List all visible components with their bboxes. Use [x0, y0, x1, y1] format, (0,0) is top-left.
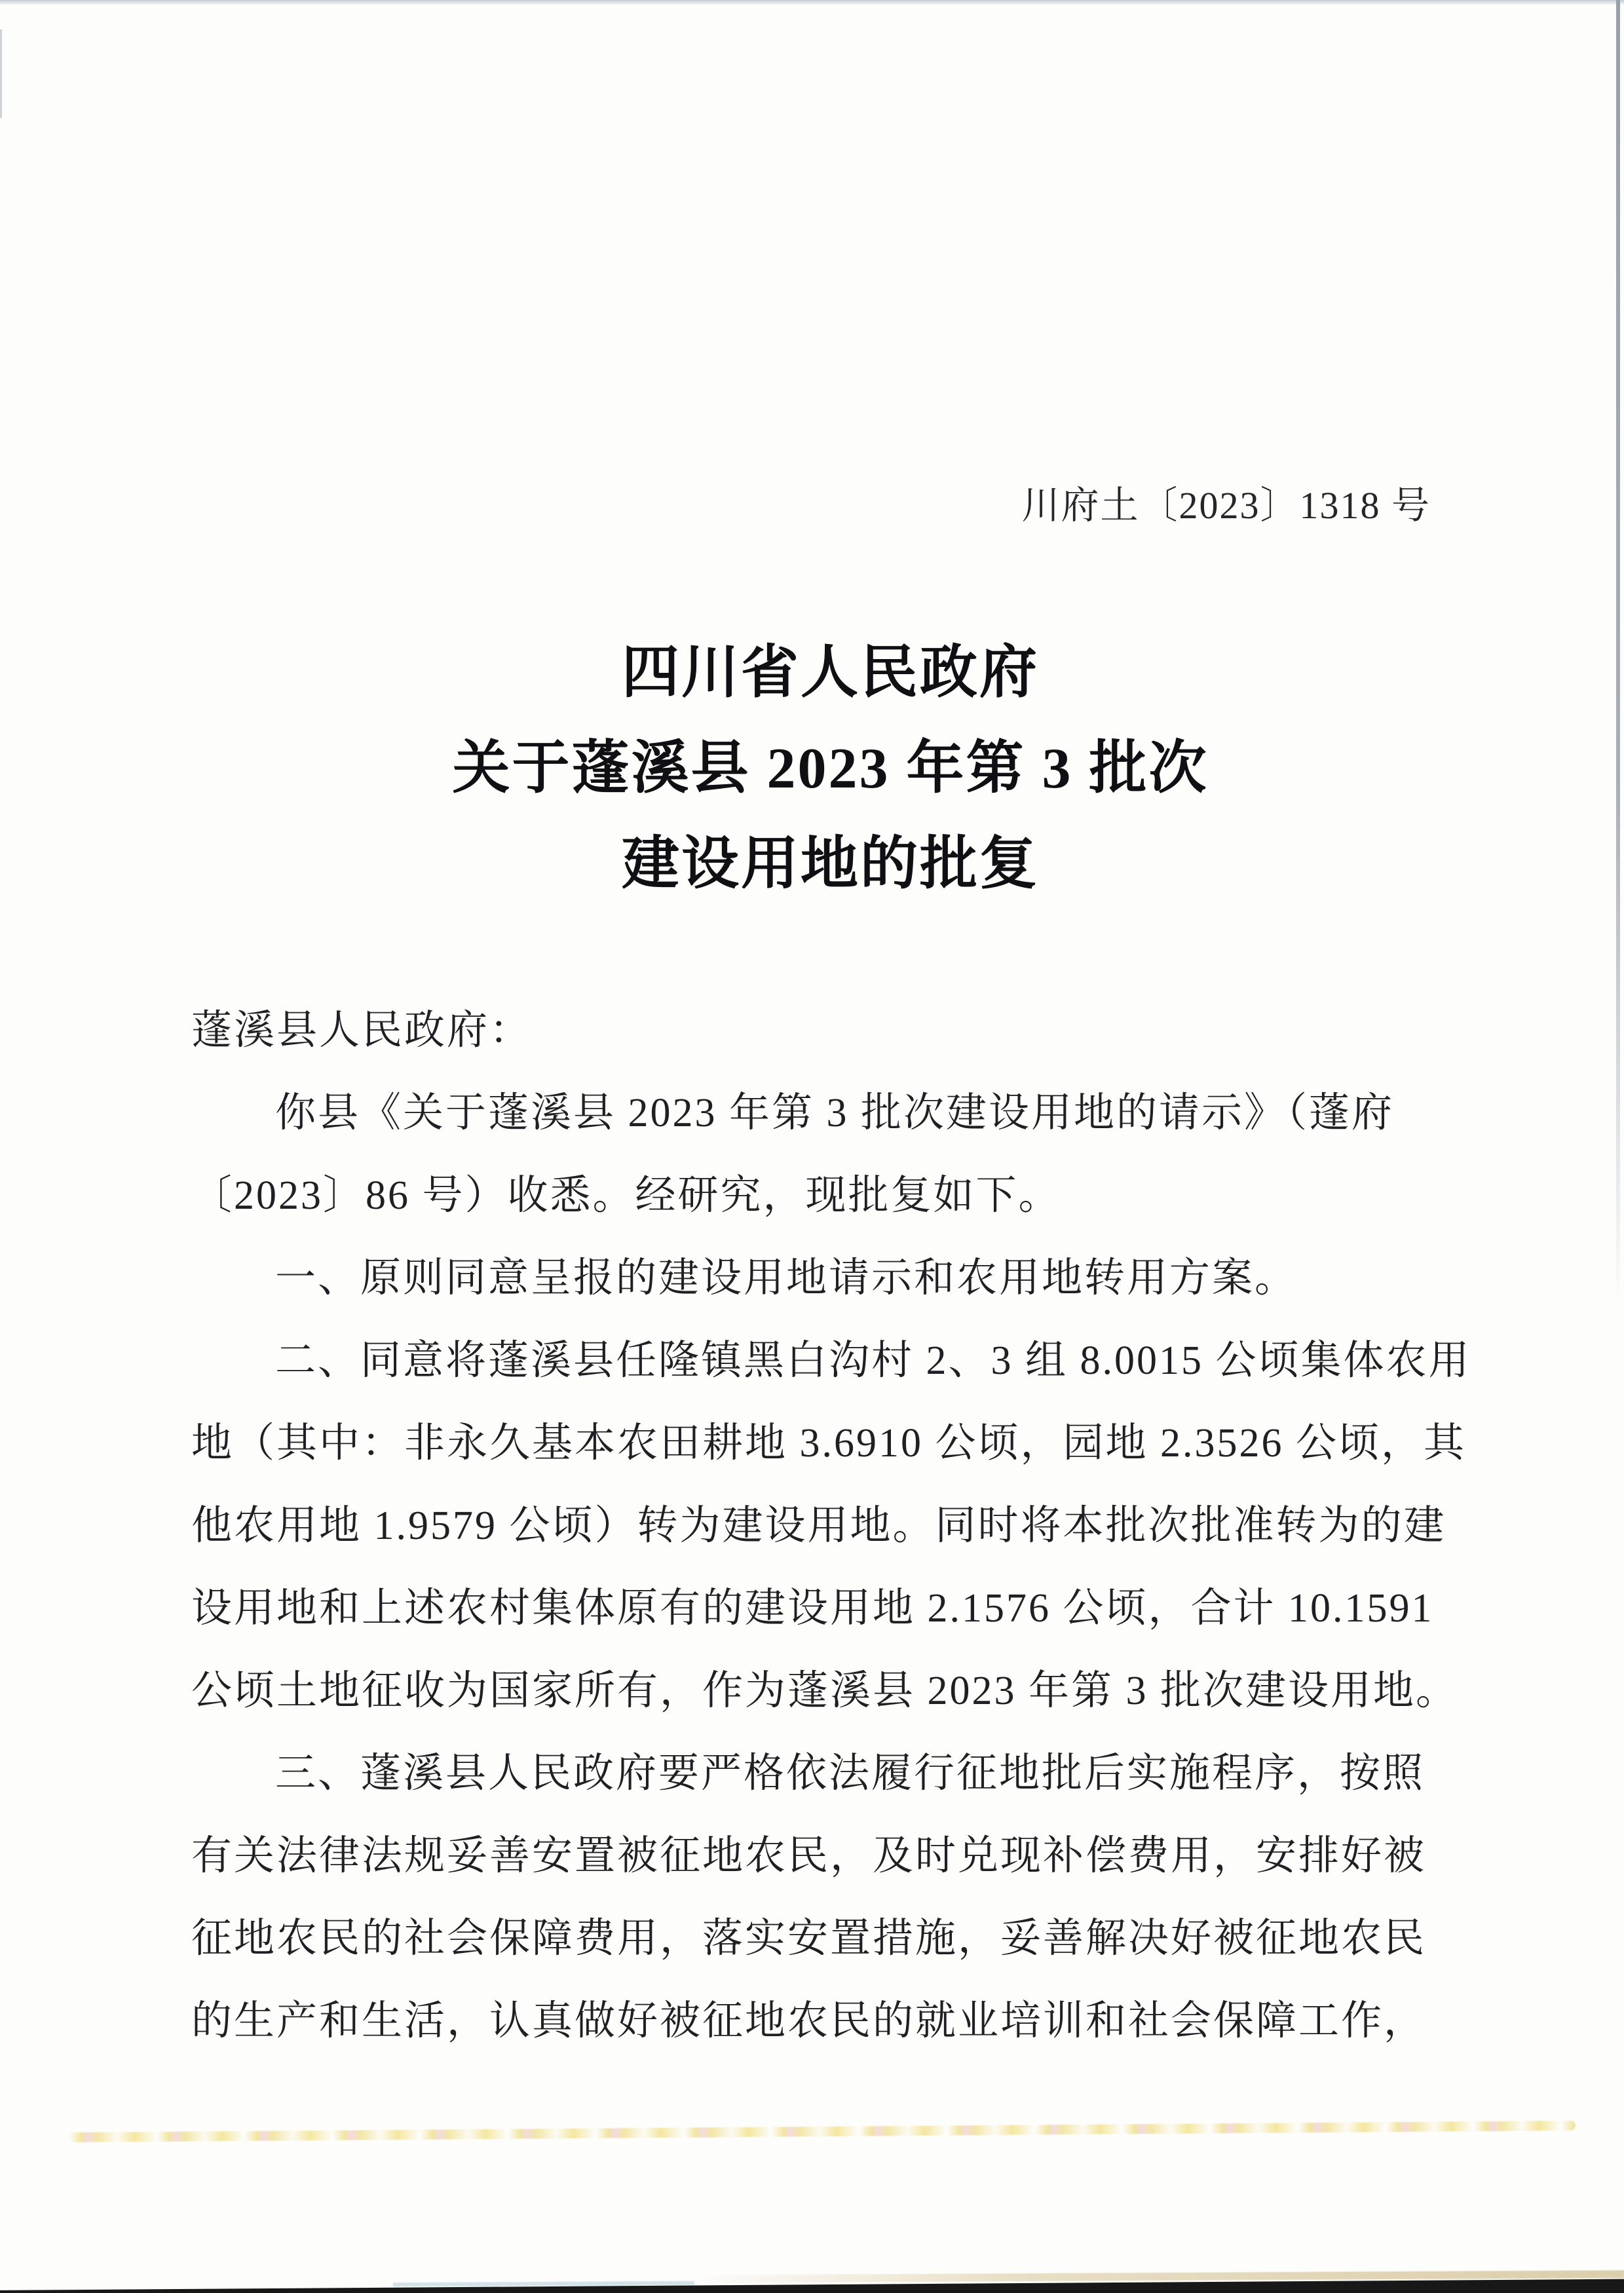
body-line: 二、同意将蓬溪县任隆镇黑白沟村 2、3 组 8.0015 公顷集体农用 [275, 1338, 1471, 1383]
body-line: 的生产和生活，认真做好被征地农民的就业培训和社会保障工作， [191, 1999, 1427, 2043]
title-line-3: 建设用地的批复 [621, 833, 1039, 896]
yellow-highlight-streak-artifact [69, 2121, 1576, 2142]
document-body [191, 989, 1471, 2062]
body-line: 你县《关于蓬溪县 2023 年第 3 批次建设用地的请示》（蓬府 [275, 1091, 1395, 1135]
body-line: 他农用地 1.9579 公顷）转为建设用地。同时将本批次批准转为的建 [191, 1504, 1446, 1548]
body-line: 地（其中：非永久基本农田耕地 3.6910 公顷，园地 2.3526 公顷，其 [191, 1421, 1467, 1466]
body-line: 有关法律法规妥善安置被征地农民，及时兑现补偿费用，安排好被 [191, 1834, 1427, 1878]
scan-bottom-blue-artifact [393, 2281, 694, 2286]
title-line-1: 四川省人民政府 [621, 641, 1039, 705]
salutation: 蓬溪县人民政府： [191, 1008, 533, 1053]
document-number: 川府土〔2023〕1318 号 [1021, 484, 1431, 527]
scan-top-edge-artifact [0, 0, 1624, 5]
document-title [18, 626, 1624, 913]
body-line: 〔2023〕86 号）收悉。经研究，现批复如下。 [191, 1173, 1061, 1218]
body-line: 一、原则同意呈报的建设用地请示和农用地转用方案。 [275, 1256, 1298, 1300]
body-line: 公顷土地征收为国家所有，作为蓬溪县 2023 年第 3 批次建设用地。 [191, 1669, 1459, 1713]
title-line-2: 关于蓬溪县 2023 年第 3 批次 [452, 737, 1209, 801]
body-line: 征地农民的社会保障费用，落实安置措施，妥善解决好被征地农民 [191, 1916, 1427, 1961]
body-line: 设用地和上述农村集体原有的建设用地 2.1576 公顷，合计 10.1591 [191, 1586, 1434, 1631]
scan-left-edge-mark-artifact [0, 29, 2, 118]
body-line: 三、蓬溪县人民政府要严格依法履行征地批后实施程序，按照 [275, 1751, 1426, 1796]
